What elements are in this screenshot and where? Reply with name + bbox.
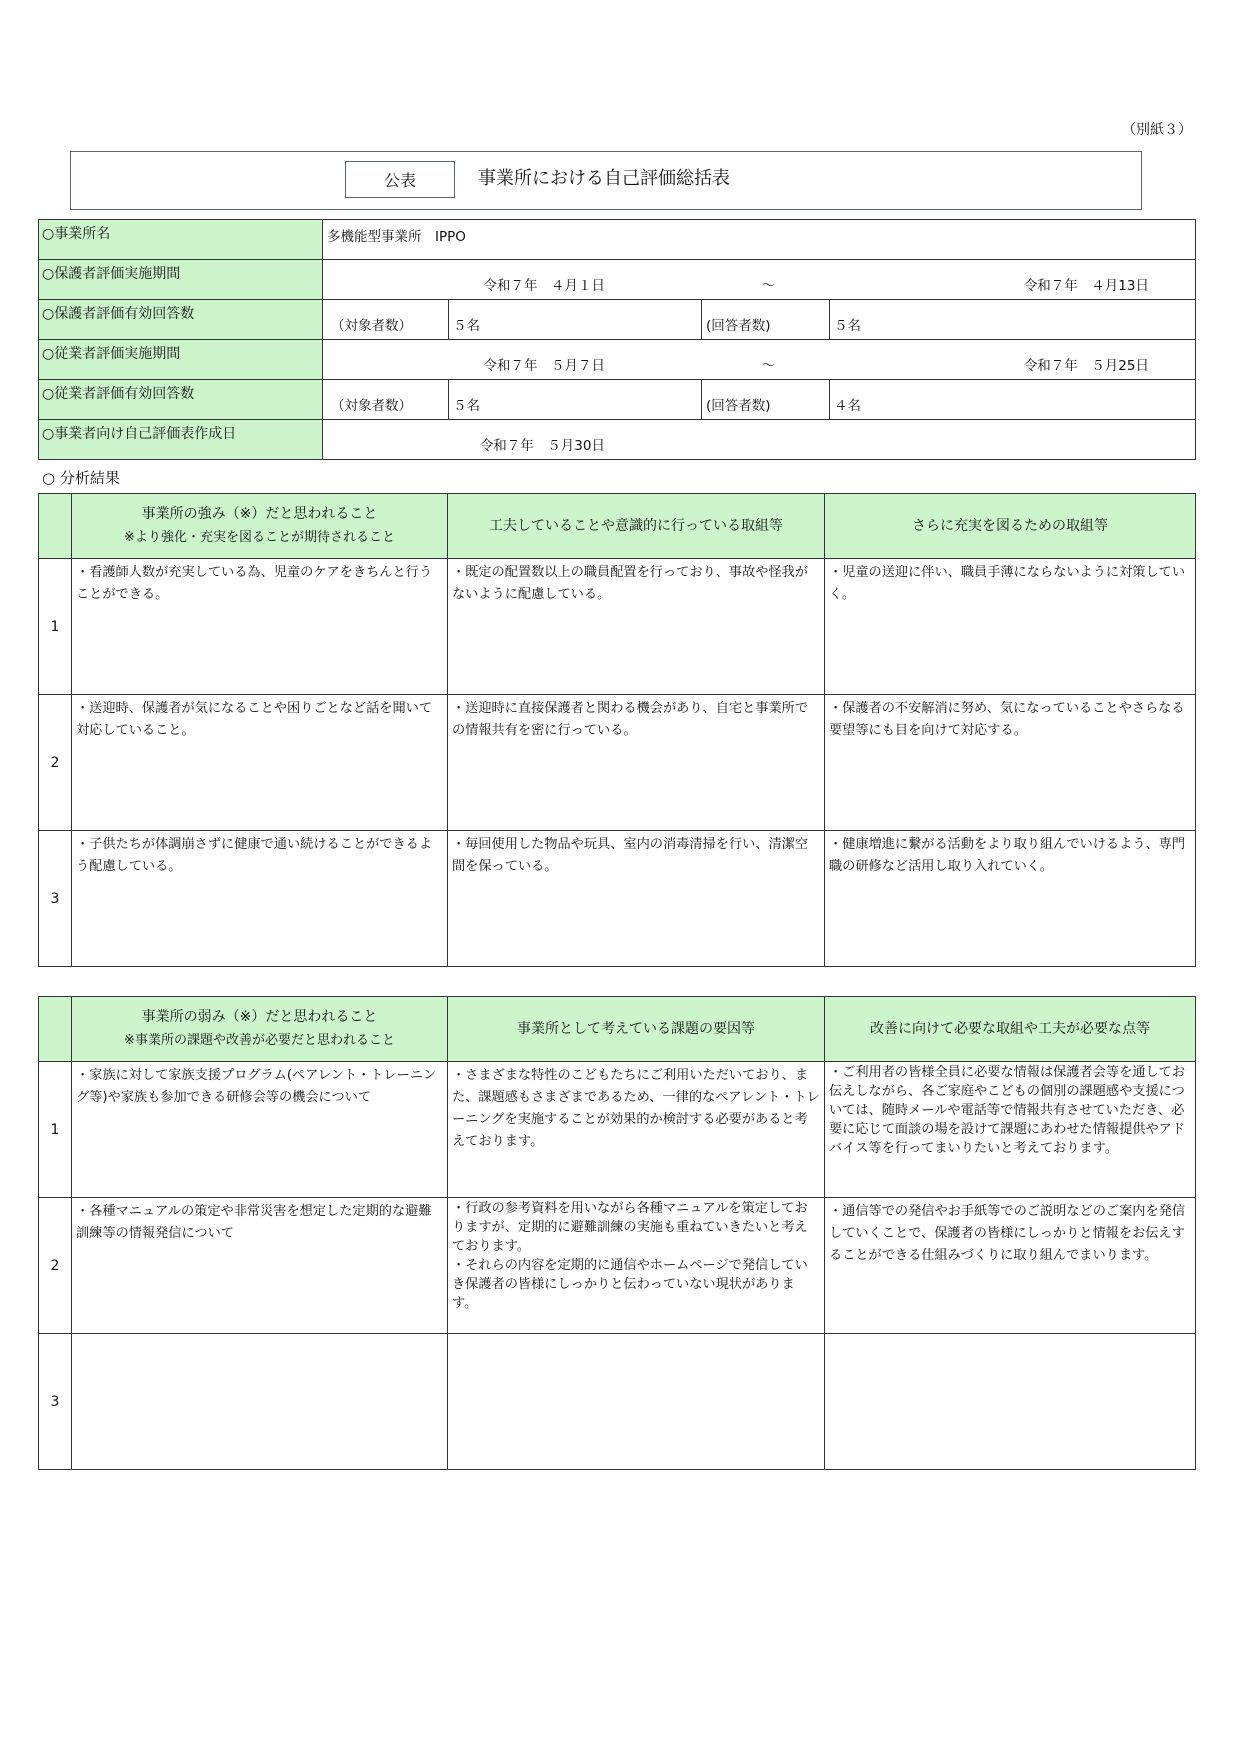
weaknesses-table (38, 996, 1196, 1470)
staff-period (323, 340, 1196, 380)
weaknesses-header-col1-sub: ※事業所の課題や改善が必要だと思われること (124, 1033, 395, 1048)
enhancement-cell: ・児童の送迎に伴い、職員手薄にならないように対策していく。 (825, 559, 1196, 695)
enhancement-cell: ・健康増進に繋がる活動をより取り組んでいけるよう、専門職の研修など活用し取り入れていく。 (825, 831, 1196, 967)
guardian-target-count: ５名 (449, 300, 702, 340)
weaknesses-header-row (39, 997, 1196, 1062)
cause-cell: ・行政の参考資料を用いながら各種マニュアルを策定しておりますが、定期的に避難訓練の実施も重ねていきたいと考えております。 ・それらの内容を定期的に通信やホームページで発信していき保護者の皆様にしっかりと伝わっていない現状があります。 (448, 1198, 825, 1334)
table-row (39, 1334, 1196, 1470)
guardian-target-label: （対象者数） (323, 300, 449, 340)
table-row (39, 559, 1196, 695)
improvement-cell: ・通信等での発信やお手紙等でのご説明などのご案内を発信していくことで、保護者の皆様にしっかりと情報をお伝えすることができる仕組みづくりに取り組んでまいります。 (825, 1198, 1196, 1334)
weaknesses-header-col1-main: 事業所の弱み（※）だと思われること (141, 1009, 378, 1025)
facility-name-label: ○事業所名 (39, 220, 323, 260)
enhancement-cell: ・保護者の不安解消に努め、気になっていることやさらなる要望等にも目を向けて対応する。 (825, 695, 1196, 831)
staff-period-label: ○従業者評価実施期間 (39, 340, 323, 380)
guardian-period-separator: ～ (761, 278, 775, 294)
row-number: 2 (39, 1198, 72, 1334)
cause-cell (448, 1334, 825, 1470)
facility-name: 多機能型事業所 IPPO (323, 220, 1196, 260)
staff-responses-label: ○従業者評価有効回答数 (39, 380, 323, 420)
header-number-cell (39, 997, 72, 1062)
created-date: 令和７年 ５月30日 (479, 438, 605, 454)
guardian-answered-label: (回答者数) (702, 300, 830, 340)
weaknesses-header-col2: 事業所として考えている課題の要因等 (448, 997, 825, 1062)
created-date-label: ○事業者向け自己評価表作成日 (39, 420, 323, 460)
strengths-header-col1-sub: ※より強化・充実を図ることが期待されること (124, 530, 395, 545)
cause-cell: ・さまざまな特性のこどもたちにご利用いただいており、また、課題感もさまざまであるため、一律的なペアレント・トレーニングを実施することが効果的か検討する必要があると考えております。 (448, 1062, 825, 1198)
row-number: 3 (39, 831, 72, 967)
table-row (39, 695, 1196, 831)
info-row-created (39, 420, 1196, 460)
info-row-staff-responses (39, 380, 1196, 420)
weakness-cell: ・家族に対して家族支援プログラム(ペアレント・トレーニング等)や家族も参加できる研修会等の機会について (72, 1062, 448, 1198)
guardian-period-end: 令和７年 ４月13日 (1023, 278, 1149, 294)
weakness-cell: ・各種マニュアルの策定や非常災害を想定した定期的な避難訓練等の情報発信について (72, 1198, 448, 1334)
guardian-period (323, 260, 1196, 300)
row-number: 3 (39, 1334, 72, 1470)
row-number: 2 (39, 695, 72, 831)
annex-label: （別紙３） (1122, 122, 1192, 138)
header-number-cell (39, 494, 72, 559)
staff-period-separator: ～ (761, 358, 775, 374)
public-badge: 公表 (345, 161, 455, 198)
strength-cell: ・送迎時、保護者が気になることや困りごとなど話を聞いて対応していること。 (72, 695, 448, 831)
effort-cell: ・送迎時に直接保護者と関わる機会があり、自宅と事業所での情報共有を密に行っている。 (448, 695, 825, 831)
strengths-header-col3: さらに充実を図るための取組等 (825, 494, 1196, 559)
staff-answered-label: (回答者数) (702, 380, 830, 420)
strengths-header-col1-main: 事業所の強み（※）だと思われること (141, 506, 378, 522)
info-row-facility (39, 220, 1196, 260)
title-box (70, 151, 1142, 210)
table-row (39, 831, 1196, 967)
strength-cell: ・子供たちが体調崩さずに健康で通い続けることができるよう配慮している。 (72, 831, 448, 967)
facility-info-table (38, 219, 1196, 460)
guardian-period-label: ○保護者評価実施期間 (39, 260, 323, 300)
guardian-period-start: 令和７年 ４月１日 (483, 278, 605, 294)
improvement-cell (825, 1334, 1196, 1470)
improvement-cell: ・ご利用者の皆様全員に必要な情報は保護者会等を通してお伝えしながら、各ご家庭やこどもの個別の課題感や支援については、随時メールや電話等で情報共有させていただき、必要に応じて面談の場を設けて課題にあわせた情報提供やアドバイス等を行ってまいりたいと考えております。 (825, 1062, 1196, 1198)
created-date-cell (323, 420, 1196, 460)
effort-cell: ・毎回使用した物品や玩具、室内の消毒清掃を行い、清潔空間を保っている。 (448, 831, 825, 967)
weaknesses-header-col3: 改善に向けて必要な取組や工夫が必要な点等 (825, 997, 1196, 1062)
effort-cell: ・既定の配置数以上の職員配置を行っており、事故や怪我がないように配慮している。 (448, 559, 825, 695)
weaknesses-header-col1 (72, 997, 448, 1062)
info-row-staff-period (39, 340, 1196, 380)
staff-answered-count: ４名 (830, 380, 1196, 420)
staff-target-count: ５名 (449, 380, 702, 420)
strengths-table (38, 493, 1196, 967)
guardian-responses-label: ○保護者評価有効回答数 (39, 300, 323, 340)
table-row (39, 1198, 1196, 1334)
guardian-answered-count: ５名 (830, 300, 1196, 340)
strength-cell: ・看護師人数が充実している為、児童のケアをきちんと行うことができる。 (72, 559, 448, 695)
staff-target-label: （対象者数） (323, 380, 449, 420)
strengths-header-col2: 工夫していることや意識的に行っている取組等 (448, 494, 825, 559)
strengths-header-row (39, 494, 1196, 559)
row-number: 1 (39, 559, 72, 695)
strengths-header-col1 (72, 494, 448, 559)
row-number: 1 (39, 1062, 72, 1198)
info-row-guardian-period (39, 260, 1196, 300)
staff-period-end: 令和７年 ５月25日 (1023, 358, 1149, 374)
staff-period-start: 令和７年 ５月７日 (483, 358, 605, 374)
table-row (39, 1062, 1196, 1198)
page-title: 事業所における自己評価総括表 (478, 168, 730, 189)
weakness-cell (72, 1334, 448, 1470)
analysis-section-label: ○ 分析結果 (42, 469, 120, 487)
info-row-guardian-responses (39, 300, 1196, 340)
